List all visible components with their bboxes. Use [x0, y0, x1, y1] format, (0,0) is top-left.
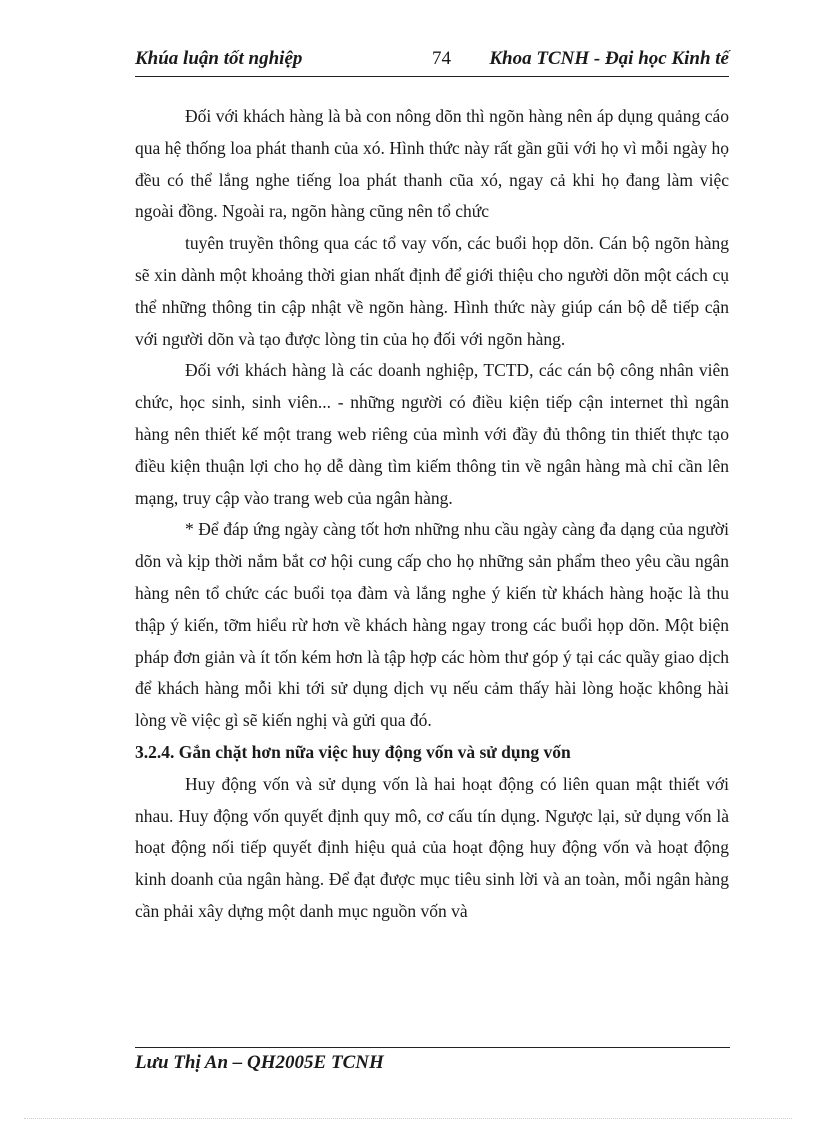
footer-author: Lưu Thị An – QH2005E TCNH: [135, 1052, 384, 1073]
page-bottom-dotted-line: [24, 1118, 792, 1119]
paragraph: * Để đáp ứng ngày càng tốt hơn những nhu cầu ngày càng đa dạng của người dõn và kịp thời nắm bắt cơ hội cung cấp cho họ những sản phẩm theo yêu cầu ngân hàng nên tổ chức các buổi tọa đàm và lắng nghe ý kiến từ khách hàng hoặc là thu thập ý kiến, tỡm hiểu rừ hơn về khách hàng ngay trong các buổi họp dõn. Một biện pháp đơn giản và ít tốn kém hơn là tập hợp các hòm thư góp ý tại các quầy giao dịch để khách hàng mỗi khi tới sử dụng dịch vụ nếu cảm thấy hài lòng hoặc không hài lòng về việc gì sẽ kiến nghị và gửi qua đó.: [135, 519, 729, 731]
header-faculty: Khoa TCNH - Đại học Kinh tế: [489, 48, 729, 69]
header-thesis-title: Khúa luận tốt nghiệp: [135, 48, 303, 69]
paragraph: tuyên truyền thông qua các tổ vay vốn, các buổi họp dõn. Cán bộ ngõn hàng sẽ xin dành một khoảng thời gian nhất định để giới thiệu cho người dõn một cách cụ thể những thông tin cập nhật về ngõn hàng. Hình thức này giúp cán bộ dễ tiếp cận với người dõn và tạo được lòng tin của họ đối với ngõn hàng.: [135, 233, 729, 349]
paragraph: Huy động vốn và sử dụng vốn là hai hoạt động có liên quan mật thiết với nhau. Huy động vốn quyết định quy mô, cơ cấu tín dụng. Ngược lại, sử dụng vốn là hoạt động nối tiếp quyết định hiệu quả của hoạt động huy động vốn và hoạt động kinh doanh của ngân hàng. Để đạt được mục tiêu sinh lời và an toàn, mỗi ngân hàng cần phải xây dựng một danh mục nguồn vốn và: [135, 773, 729, 921]
page-number: 74: [432, 48, 451, 69]
paragraph: Đối với khách hàng là bà con nông dõn thì ngõn hàng nên áp dụng quảng cáo qua hệ thống loa phát thanh của xó. Hình thức này rất gần gũi với họ vì mỗi ngày họ đều có thể lắng nghe tiếng loa phát thanh cũa xó, ngay cả khi họ đang làm việc ngoài đồng. Ngoài ra, ngõn hàng cũng nên tổ chức: [135, 106, 729, 222]
page-header: [135, 46, 729, 77]
page-body: [135, 101, 729, 928]
paragraph: Đối với khách hàng là các doanh nghiệp, TCTD, các cán bộ công nhân viên chức, học sinh, sinh viên... - những người có điều kiện tiếp cận internet thì ngân hàng nên thiết kế một trang web riêng của mình với đầy đủ thông tin thiết thực tạo điều kiện thuận lợi cho họ dễ dàng tìm kiếm thông tin về ngân hàng mà chỉ cần lên mạng, truy cập vào trang web của ngân hàng.: [135, 360, 729, 508]
footer-divider: [135, 1047, 730, 1048]
section-heading: 3.2.4. Gắn chặt hơn nữa việc huy động vốn và sử dụng vốn: [135, 741, 571, 762]
